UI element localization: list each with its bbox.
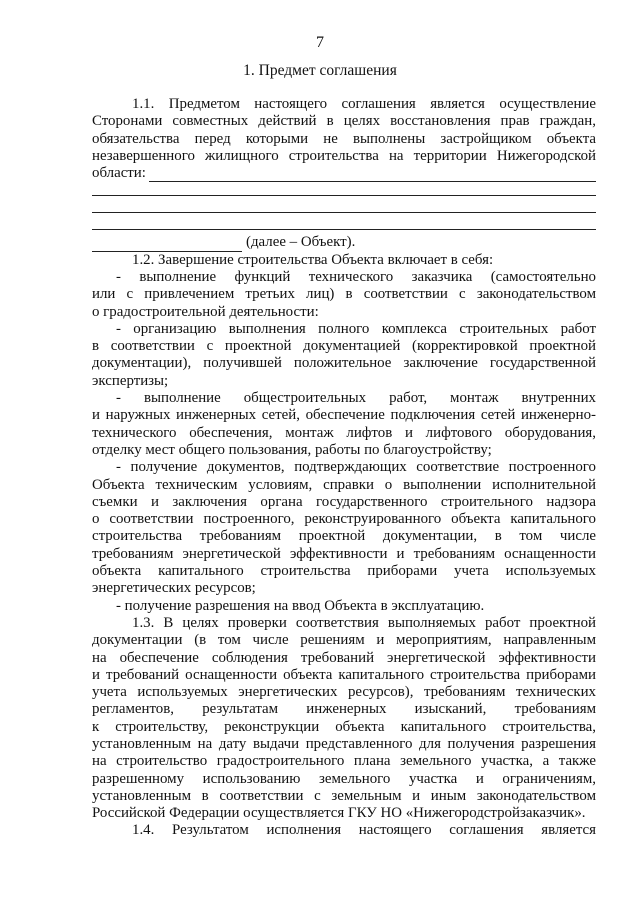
- paragraph-line: о соответствии построенного, реконструированного объекта капитального: [92, 511, 596, 528]
- list-item-line: - получение документов, подтверждающих соответствие построенного: [116, 459, 596, 476]
- section-title: 1. Предмет соглашения: [243, 62, 397, 79]
- paragraph-line: о градостроительной деятельности:: [92, 303, 319, 320]
- paragraph-line: разрешенному использованию земельного участка и ограничениям,: [92, 770, 596, 787]
- paragraph-line: отделку мест общего пользования, работы по благоустройству;: [92, 441, 492, 458]
- list-item-line: - получение разрешения на ввод Объекта в эксплуатацию.: [116, 597, 485, 614]
- list-item-line: - выполнение общестроительных работ, монтаж внутренних: [116, 390, 596, 407]
- document-body: [92, 96, 596, 840]
- blank-underline: [92, 217, 596, 234]
- paragraph-line: (далее – Объект).: [246, 234, 356, 251]
- paragraph-line: экспертизы;: [92, 372, 169, 389]
- paragraph-line: или с привлечением третьих лиц) в соответствии с законодательством: [92, 286, 596, 303]
- list-item-line: - организацию выполнения полного комплекса строительных работ: [116, 320, 596, 337]
- paragraph-line: установленным в соответствии с земельным и иным законодательством: [92, 787, 596, 804]
- paragraph-line: 1.4. Результатом исполнения настоящего соглашения является: [132, 822, 596, 839]
- blank-underline: [92, 200, 596, 217]
- page-number: 7: [316, 34, 324, 51]
- blank-underline: [149, 169, 596, 182]
- object-name-end-line: [92, 234, 596, 251]
- paragraph-line: документации (в том числе решениям и мероприятиям, направленным: [92, 632, 596, 649]
- paragraph-line: документации), получившей положительное заключение государственной: [92, 355, 596, 372]
- paragraph-line: области:: [92, 165, 146, 182]
- paragraph-line: обязательства перед которыми не выполнены застройщиком объекта: [92, 130, 596, 147]
- paragraph-line: 1.3. В целях проверки соответствия выполняемых работ проектной: [132, 614, 596, 631]
- object-name-blank-line: [92, 165, 596, 182]
- paragraph-line: и наружных инженерных сетей, обеспечение подключения сетей инженерно-: [92, 407, 596, 424]
- paragraph-line: Сторонами совместных действий в целях восстановления прав граждан,: [92, 113, 596, 130]
- paragraph-line: на строительство градостроительного плана земельного участка, а также: [92, 753, 596, 770]
- paragraph-line: в соответствии с проектной документацией (корректировкой проектной: [92, 338, 596, 355]
- paragraph-line: Российской Федерации осуществляется ГКУ НО «Нижегородстройзаказчик».: [92, 805, 586, 822]
- paragraph-line: съемки и заключения органа государственного строительного надзора: [92, 493, 596, 510]
- paragraph-line: Объекта техническим условиям, справки о выполнении исполнительной: [92, 476, 596, 493]
- paragraph-line: регламентов, результатам инженерных изысканий, требованиям: [92, 701, 596, 718]
- paragraph-line: и требований оснащенности объекта капитального строительства приборами: [92, 666, 596, 683]
- paragraph-line: учета используемых энергетических ресурсов), требованиям технических: [92, 684, 596, 701]
- paragraph-line: 1.1. Предметом настоящего соглашения является осуществление: [132, 96, 596, 112]
- paragraph-line: требованиям энергетической эффективности и требованиям оснащенности: [92, 545, 596, 562]
- paragraph-line: объекта капитального строительства приборами учета используемых: [92, 563, 596, 580]
- paragraph-line: технического обеспечения, монтаж лифтов и лифтового оборудования,: [92, 424, 596, 441]
- paragraph-line: 1.2. Завершение строительства Объекта включает в себя:: [132, 251, 494, 268]
- blank-underline: [92, 182, 596, 199]
- paragraph-line: энергетических ресурсов;: [92, 580, 256, 597]
- list-item-line: - выполнение функций технического заказчика (самостоятельно: [116, 268, 596, 285]
- paragraph-line: к строительству, реконструкции объекта капитального строительства,: [92, 718, 596, 735]
- paragraph-line: установленным на дату выдачи представленного для получения разрешения: [92, 735, 596, 752]
- blank-underline: [92, 239, 242, 252]
- paragraph-line: на обеспечение соблюдения требований энергетической эффективности: [92, 649, 596, 666]
- paragraph-line: незавершенного жилищного строительства на территории Нижегородской: [92, 147, 596, 164]
- paragraph-line: строительства требованиям проектной документации, в том числе: [92, 528, 596, 545]
